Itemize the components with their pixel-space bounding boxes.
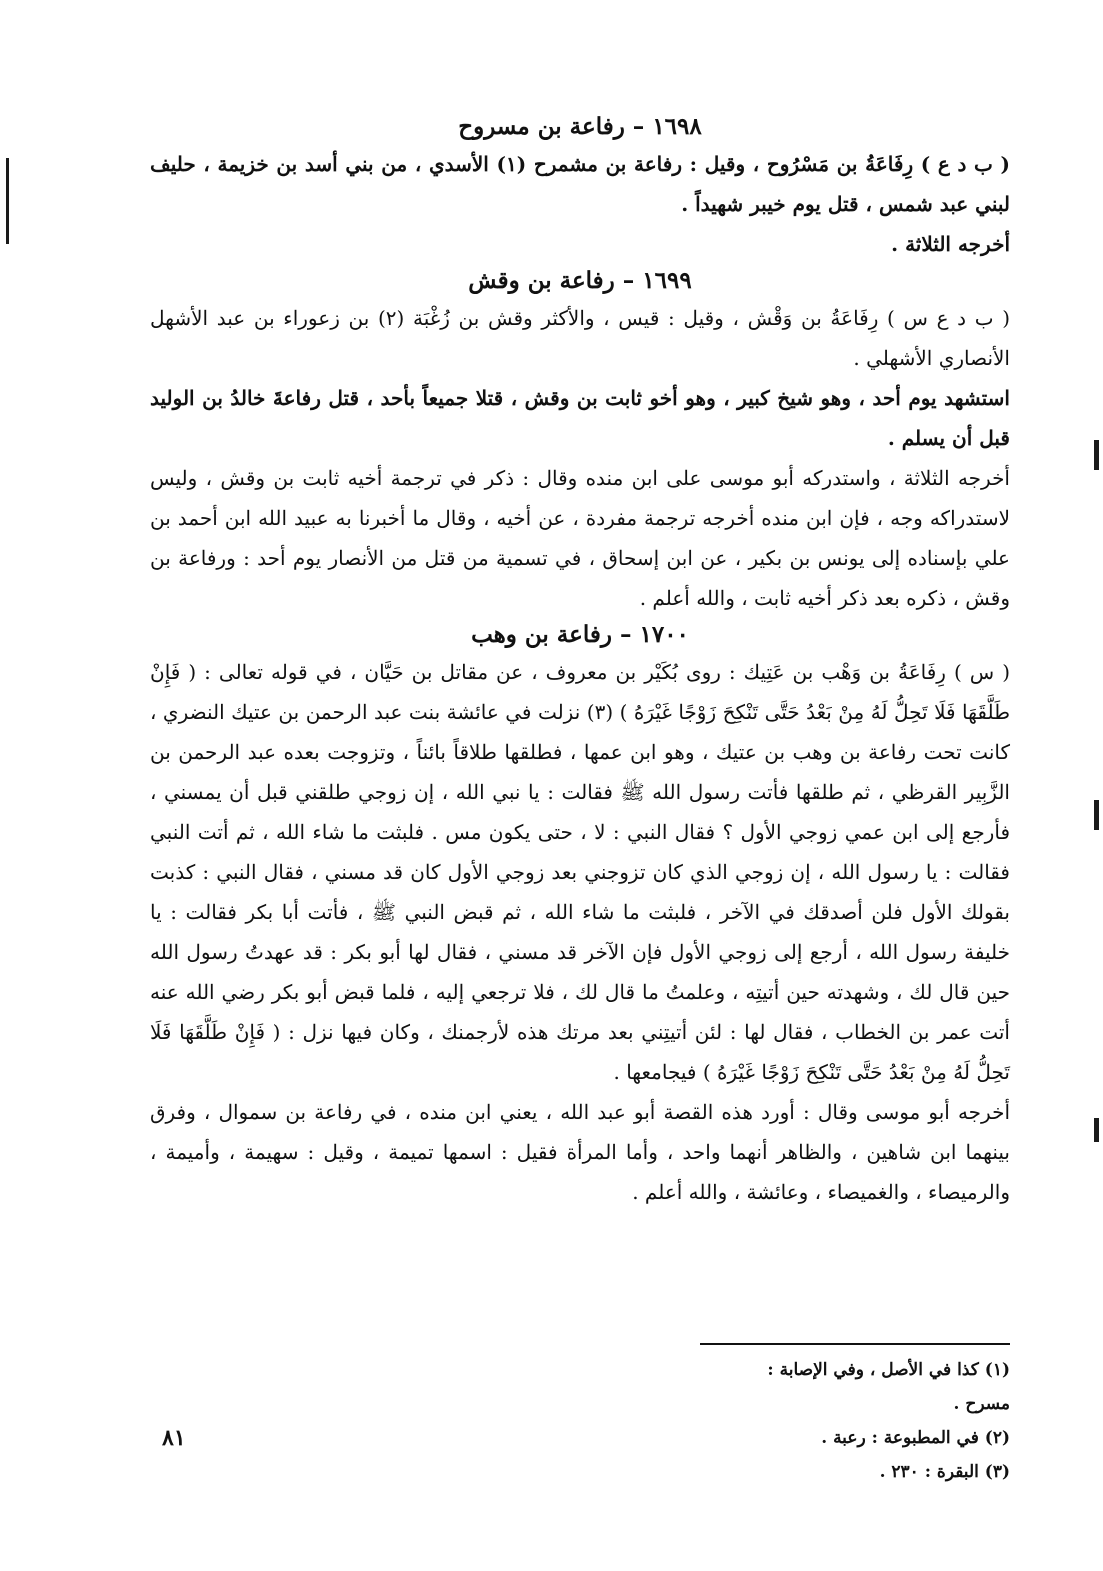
scan-edge-mark — [1094, 800, 1099, 830]
page-body — [150, 110, 1010, 1212]
scan-edge-mark — [1094, 440, 1099, 470]
entry-title: ١٦٩٩ – رفاعة بن وقش — [468, 267, 692, 294]
footnote: (١) كذا في الأصل ، وفي الإصابة : مسرح . — [767, 1360, 1010, 1414]
entry-paragraph: أخرجه الثلاثة . — [891, 232, 1010, 256]
entry-paragraph: ( ب د ع س ) رِفَاعَةُ بن وَقْش ، وقيل : قيس ، والأكثر وقش بن زُغْبَة (٢) بن زعوراء بن عبد الأشهل الأنصاري الأشهلي . — [150, 306, 1010, 370]
scan-edge-mark — [6, 158, 9, 244]
entry-paragraph: أخرجه الثلاثة ، واستدركه أبو موسى على ابن منده وقال : ذكر في ترجمة أخيه ثابت بن وقش ، وليس لاستدراكه وجه ، فإن ابن منده أخرجه ترجمة مفردة ، عن أخيه ، وقال ما أخبرنا به عبيد الله ابن أحمد بن علي بإسناده إلى يونس بن بكير ، عن ابن إسحاق ، في تسمية من قتل من الأنصار يوم أحد : ورفاعة بن وقش ، ذكره بعد ذكر أخيه ثابت ، والله أعلم . — [150, 466, 1010, 610]
footnotes — [720, 1325, 1010, 1489]
entry-paragraph: استشهد يوم أحد ، وهو شيخ كبير ، وهو أخو ثابت بن وقش ، قتلا جميعاً بأحد ، قتل رفاعةَ خالدُ بن الوليد قبل أن يسلم . — [150, 386, 1010, 450]
entry-paragraph: ( س ) رِفَاعَةُ بن وَهْب بن عَتِيك : روى بُكَيْر بن معروف ، عن مقاتل بن حَيَّان ، في قوله تعالى : ( فَإِنْ طَلَّقَهَا فَلَا تَحِلُّ لَهُ مِنْ بَعْدُ حَتَّى تَنْكِحَ زَوْجًا غَيْرَهُ ) (٣) نزلت في عائشة بنت عبد الرحمن بن عتيك النضري ، كانت تحت رفاعة بن وهب بن عتيك ، وهو ابن عمها ، فطلقها طلاقاً بائناً ، وتزوجت بعده عبد الرحمن بن الزَّبِير القرظي ، ثم طلقها فأتت رسول الله ﷺ فقالت : يا نبي الله ، إن زوجي طلقني قبل أن يمسني ، فأرجع إلى ابن عمي زوجي الأول ؟ فقال النبي : لا ، حتى يكون مس . فلبثت ما شاء الله ، ثم أتت النبي فقالت : يا رسول الله ، إن زوجي الذي كان تزوجني بعد زوجي الأول كان قد مسني ، فقال النبي : كذبت بقولك الأول فلن أصدقك في الآخر ، فلبثت ما شاء الله ، ثم قبض النبي ﷺ ، فأتت أبا بكر فقالت : يا خليفة رسول الله ، أرجع إلى زوجي الأول فإن الآخر قد مسني ، فقال لها أبو بكر : قد عهدتُ رسول الله حين قال لك ، وشهدته حين أتيتِه ، وعلمتُ ما قال لك ، فلا ترجعي إليه ، فلما قبض أبو بكر رضي الله عنه أتت عمر بن الخطاب ، فقال لها : لئن أتيتِني بعد مرتك هذه لأرجمنك ، وكان فيها نزل : ( فَإِنْ طَلَّقَهَا فَلَا تَحِلُّ لَهُ مِنْ بَعْدُ حَتَّى تَنْكِحَ زَوْجًا غَيْرَهُ ) فيجامعها . — [150, 660, 1011, 1084]
entry-title: ١٧٠٠ – رفاعة بن وهب — [471, 621, 689, 648]
entry-title: ١٦٩٨ – رفاعة بن مسروح — [458, 113, 702, 140]
footnote-separator — [700, 1343, 1010, 1345]
footnote: (٣) البقرة : ٢٣٠ . — [879, 1462, 1010, 1482]
footnote: (٢) في المطبوعة : رعبة . — [821, 1428, 1010, 1448]
entry-paragraph: ( ب د ع ) رِفَاعَةُ بن مَسْرُوح ، وقيل : رفاعة بن مشمرح (١) الأسدي ، من بني أسد بن خزيمة ، حليف لبني عبد شمس ، قتل يوم خيبر شهيداً . — [150, 152, 1011, 216]
scan-edge-mark — [1094, 1118, 1099, 1142]
page-number: ٨١ — [162, 1425, 186, 1451]
entry-paragraph: أخرجه أبو موسى وقال : أورد هذه القصة أبو عبد الله ، يعني ابن منده ، في رفاعة بن سموال ، وفرق بينهما ابن شاهين ، والظاهر أنهما واحد ، وأما المرأة فقيل : اسمها تميمة ، وقيل : سهيمة ، وأميمة ، والرميصاء ، والغميصاء ، وعائشة ، والله أعلم . — [150, 1100, 1010, 1204]
